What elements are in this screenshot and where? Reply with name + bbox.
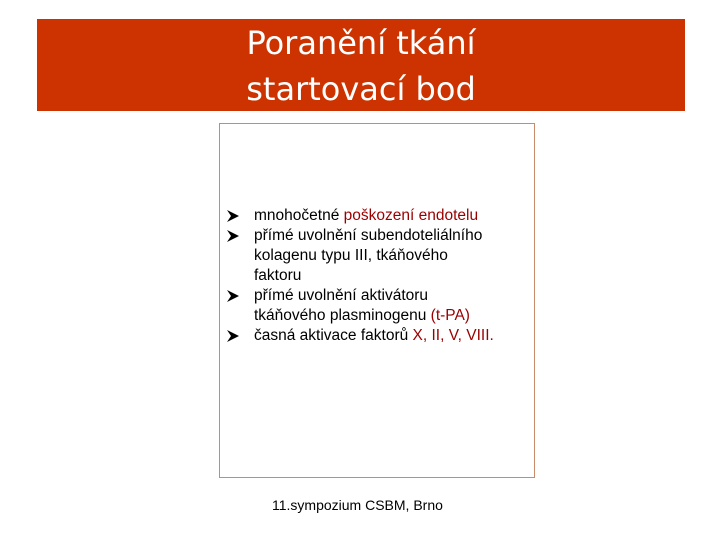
- content-box: [219, 123, 535, 478]
- bullet-item: [224, 206, 532, 226]
- highlighted-text: X, II, V, VIII.: [412, 327, 494, 344]
- arrowhead-bullet-icon: [225, 206, 241, 226]
- bullet-text: přímé uvolnění subendoteliálního: [254, 227, 483, 244]
- slide-title: Poranění tkání: [246, 24, 476, 62]
- bullet-line: [254, 266, 532, 286]
- bullet-item: [224, 226, 532, 286]
- bullet-line: [254, 206, 532, 226]
- bullet-text: časná aktivace faktorů: [254, 327, 413, 344]
- bullet-line: [254, 306, 532, 326]
- slide-subtitle: startovací bod: [246, 70, 476, 108]
- bullet-text: mnohočetné: [254, 207, 344, 224]
- bullet-line: [254, 326, 532, 346]
- bullet-text: přímé uvolnění aktivátoru: [254, 287, 429, 304]
- bullet-item: [224, 286, 532, 326]
- bullet-text: kolagenu typu III, tkáňového: [254, 247, 448, 264]
- bullet-list: [224, 206, 532, 346]
- bullet-text: tkáňového plasminogenu: [254, 307, 431, 324]
- bullet-line: [254, 286, 532, 306]
- arrowhead-bullet-icon: [225, 226, 241, 246]
- bullet-text: faktoru: [254, 267, 302, 284]
- highlighted-text: poškození endotelu: [343, 207, 479, 224]
- arrowhead-bullet-icon: [225, 286, 241, 306]
- arrowhead-bullet-icon: [225, 326, 241, 346]
- bullet-item: [224, 326, 532, 346]
- bullet-line: [254, 226, 532, 246]
- highlighted-text: (t-PA): [430, 307, 470, 324]
- bullet-line: [254, 246, 532, 266]
- footer-text: 11.sympozium CSBM, Brno: [272, 497, 443, 513]
- title-band: [37, 19, 685, 111]
